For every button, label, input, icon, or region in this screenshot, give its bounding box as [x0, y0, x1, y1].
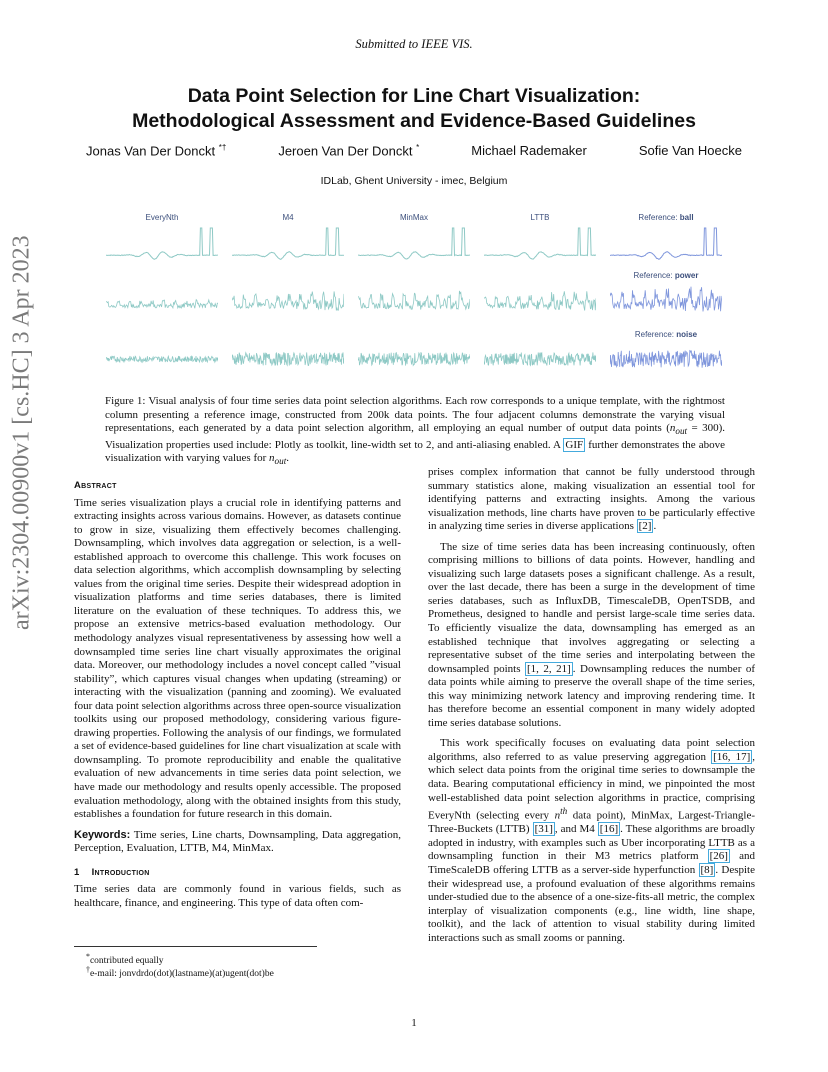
waveform-line — [232, 228, 344, 259]
waveform-line — [610, 228, 722, 259]
thumbnail-noise-minmax — [358, 341, 470, 377]
reference-label-power: Reference: power — [633, 271, 699, 280]
waveform-line — [484, 291, 596, 310]
citation-link[interactable]: [26] — [709, 850, 728, 863]
waveform-line — [232, 291, 344, 310]
footnote-rule — [74, 946, 317, 947]
waveform-line — [106, 356, 218, 362]
intro-paragraph-1-start: Time series data are commonly found in various fields, such as healthcare, finance, and engineering. This type of data often com- — [74, 883, 401, 909]
footnote: *contributed equally — [86, 952, 164, 967]
thumbnail-noise-lttb — [484, 341, 596, 377]
arxiv-stamp: arXiv:2304.00900v1 [cs.HC] 3 Apr 2023 — [8, 235, 35, 630]
thumbnail-noise-m4 — [232, 341, 344, 377]
waveform-line — [484, 352, 596, 365]
waveform-line — [484, 228, 596, 259]
paper-title — [60, 84, 768, 134]
column-header-minmax: MinMax — [399, 213, 428, 222]
author: Jeroen Van Der Donckt * — [278, 143, 420, 159]
thumbnail-ball-minmax — [358, 226, 470, 262]
author-mark: *† — [218, 143, 227, 152]
keywords-label: Keywords: — [74, 828, 131, 841]
thumbnail-power-lttb — [484, 284, 596, 320]
title-line-1: Data Point Selection for Line Chart Visualization: — [187, 85, 641, 107]
citation-link[interactable]: [1, 2, 21] — [526, 662, 571, 675]
abstract-text: Time series visualization plays a crucial role in identifying patterns and extracting insights across various domains. However, as datasets continue to grow in size, visualizing them effectively becomes challenging. Downsampling, which involves data aggregation or selection, is a well-established approach to overcome this challenge. This work focuses on data selection algorithms, which accomplish downsampling by selecting values from the original time series. Despite their widespread adoption in visualization platforms and time series databases, there is limited literature on the evaluation of these techniques. To address this, we propose an extensive metrics-based evaluation methodology. Our methodology analyzes visual representativeness by assessing how well a downsampled time series line chart visually approximates the original data. Moreover, our methodology includes a novel concept called ”visual stability”, which captures visual changes when updating (streaming) or interacting with the visualization (panning and zooming). We evaluated four data point selection algorithms across three open-source visualization toolkits using our proposed methodology, considering various figure-drawing properties. Following the analysis of our findings, we formulated a set of evidence-based guidelines for line chart visualization at scale with downsampling. To promote reproducibility and enable the qualitative evaluation of new advancements in time series data point selection, we have made our methodology and results openly accessible. The proposed evaluation methodology, along with the obtained insights from this study, establishes a foundation for future research in this domain. — [74, 496, 401, 821]
thumbnail-noise-everynth — [106, 341, 218, 377]
page-number: 1 — [411, 1017, 417, 1029]
author-list — [60, 143, 768, 158]
venue-line: Submitted to IEEE VIS. — [355, 37, 473, 51]
right-column — [428, 466, 755, 945]
author: Sofie Van Hoecke — [638, 143, 742, 158]
thumbnail-power-reference — [610, 284, 722, 320]
figure-caption: Figure 1: Visual analysis of four time series data point selection algorithms. Each row corresponds to a unique template, with the rightmost column presenting a reference image, constructed from 200k data points. The four adjacent columns demonstrate the varying visual representations, each generated by a data point selection algorithm, all employing an equal number of output data points $(n_{out} = 300)$. Visualization properties used include: Plotly as toolkit, line-width set to 2, and anti-aliasing enabled. A GIF further demonstrates the above visualization with varying values for $n_{out}$. — [105, 395, 726, 467]
waveform-line — [610, 351, 722, 368]
thumbnail-power-m4 — [232, 284, 344, 320]
waveform-line — [610, 287, 722, 312]
footnote: †e-mail: jonvdrdo(dot)(lastname)(at)ugent(dot)be — [86, 965, 274, 980]
waveform-line — [232, 352, 344, 365]
waveform-line — [358, 291, 470, 310]
intro-paragraph-1-end: prises complex information that cannot be fully understood through summary statistics alone, making visualization an essential tool for identifying patterns and extracting insights. Among the various visualization methods, line charts have proven to be particularly effective in analyzing time series in diverse applications [2] . — [428, 466, 755, 533]
waveform-line — [106, 228, 218, 259]
thumbnail-noise-reference — [610, 341, 722, 377]
thumbnail-ball-everynth — [106, 226, 218, 262]
waveform-line — [358, 228, 470, 259]
affiliation: IDLab, Ghent University - imec, Belgium — [320, 175, 508, 187]
left-column — [74, 479, 401, 910]
thumbnail-power-minmax — [358, 284, 470, 320]
citation-link[interactable]: [31] — [534, 823, 553, 836]
title-line-2: Methodological Assessment and Evidence-Based Guidelines — [132, 110, 696, 132]
intro-paragraph-2: The size of time series data has been increasing continuously, often comprising millions to billions of data points. However, handling and visualizing such large datasets poses a significant challenge. As a result, over the last decade, there has been a surge in the development of time series databases, such as InfluxDB, TimescaleDB, OpenTSDB, and Prometheus, designed to handle and persist large-scale time series data. To efficiently visualize the data, downsampling has emerged as an established technique that involves aggregating or selecting a representative subset of the time series and interpolating between the downsampled points [1, 2, 21] . Downsampling reduces the number of data points while aiming to preserve the overall shape of the time series, this way minimizing network latency and improving rendering time. It has therefore become an essential component in many widely adopted time series database solutions. — [428, 540, 756, 729]
column-header-everynth: EveryNth — [145, 213, 179, 222]
thumbnail-ball-lttb — [484, 226, 596, 262]
column-header-m4: M4 — [282, 213, 294, 222]
author: Michael Rademaker — [471, 143, 587, 158]
thumbnail-power-everynth — [106, 284, 218, 320]
reference-label-ball: Reference: ball — [638, 213, 694, 222]
citation-link[interactable]: [16, 17] — [713, 750, 751, 763]
citation-link[interactable]: [16] — [599, 823, 619, 836]
reference-label-noise: Reference: noise — [634, 330, 698, 339]
thumbnail-ball-m4 — [232, 226, 344, 262]
keywords: Keywords: Time series, Line charts, Downsampling, Data aggregation, Perception, Evaluation, LTTB, M4, MinMax. — [74, 828, 401, 855]
waveform-line — [106, 300, 218, 309]
abstract-heading: Abstract — [74, 480, 117, 491]
introduction-heading: 1 Introduction — [74, 866, 150, 878]
author-mark: * — [416, 143, 420, 152]
author: Jonas Van Der Donckt *† — [86, 143, 227, 159]
thumbnail-ball-reference — [610, 226, 722, 262]
column-header-lttb: LTTB — [530, 213, 550, 222]
gif-link[interactable]: GIF — [565, 438, 584, 451]
citation-link[interactable]: [2] — [638, 520, 652, 533]
waveform-line — [358, 353, 470, 366]
citation-link[interactable]: [8] — [700, 863, 714, 876]
intro-paragraph-3: This work specifically focuses on evaluating data point selection algorithms, also referred to as value preserving aggregation [16, 17] , which select data points from the original time series to downsample the data. Bearing computational efficiency in mind, we pinpointed the most well-established data point selection algorithms in practice, comprising EveryNth (selecting every $n^{th}$ data point), MinMax, Largest-Triangle-Three-Buckets (LTTB) [31] , and M4 [16] . These algorithms are broadly adopted in industry, with examples such as Uber incorporating LTTB as a downsampling function in their M3 metrics platform [26] and TimeScaleDB offering LTTB as a server-side hyperfunction [8] . Despite their widespread use, a profound evaluation of these algorithms remains under-studied due to the absence of a one-size-fits-all metric, the complex interplay of visualization components (e.g., line width, line shape, toolkit), and the lack of attention to visual stability during limited interactions such as small zooms or panning. — [428, 737, 756, 944]
